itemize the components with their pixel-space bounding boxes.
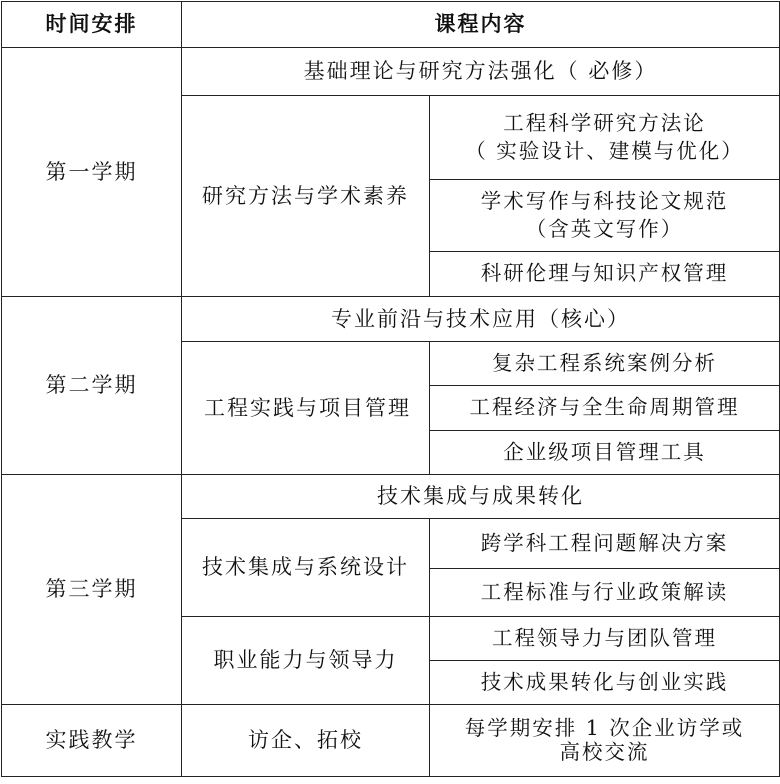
semester2-core-row <box>2 297 780 342</box>
semester1-course3: 科研伦理与知识产权管理 <box>430 252 780 297</box>
semester1-course1-line1: 工程科学研究方法论 <box>503 110 706 135</box>
semester1-course1-line2: （ 实验设计、建模与优化） <box>465 138 744 163</box>
semester3-module2: 职业能力与领导力 <box>182 617 430 705</box>
semester3-module1: 技术集成与系统设计 <box>182 519 430 617</box>
practice-row <box>2 705 780 777</box>
semester3-course1: 跨学科工程问题解决方案 <box>430 519 780 569</box>
practice-label: 实践教学 <box>2 705 182 777</box>
semester2-course2: 工程经济与全生命周期管理 <box>430 386 780 431</box>
semester2-course3: 企业级项目管理工具 <box>430 431 780 475</box>
semester2-label: 第二学期 <box>2 297 182 475</box>
semester2-module: 工程实践与项目管理 <box>182 342 430 475</box>
semester1-course2 <box>430 180 780 252</box>
semester3-course2: 工程标准与行业政策解读 <box>430 569 780 617</box>
semester1-core-row <box>2 48 780 96</box>
semester3-course4: 技术成果转化与创业实践 <box>430 661 780 705</box>
header-course-content: 课程内容 <box>182 2 780 48</box>
practice-course-line2: 高校交流 <box>559 739 650 764</box>
semester3-label: 第三学期 <box>2 475 182 705</box>
semester2-core-course: 专业前沿与技术应用（核心） <box>182 297 780 342</box>
semester1-label: 第一学期 <box>2 48 182 297</box>
header-time-arrangement: 时间安排 <box>2 2 182 48</box>
semester1-course1 <box>430 96 780 180</box>
header-row <box>2 2 780 48</box>
practice-course <box>430 705 780 777</box>
semester3-core-course: 技术集成与成果转化 <box>182 475 780 519</box>
semester1-course2-line1: 学术写作与科技论文规范 <box>480 188 729 213</box>
practice-course-line1: 每学期安排 1 次企业访学或 <box>464 715 745 740</box>
semester3-core-row <box>2 475 780 519</box>
semester3-course3: 工程领导力与团队管理 <box>430 617 780 661</box>
semester2-course1: 复杂工程系统案例分析 <box>430 342 780 386</box>
course-schedule-table <box>1 1 780 777</box>
semester1-course2-line2: （含英文写作） <box>525 216 684 241</box>
practice-module: 访企、拓校 <box>182 705 430 777</box>
semester1-core-course: 基础理论与研究方法强化（ 必修） <box>182 48 780 96</box>
semester1-module: 研究方法与学术素养 <box>182 96 430 297</box>
